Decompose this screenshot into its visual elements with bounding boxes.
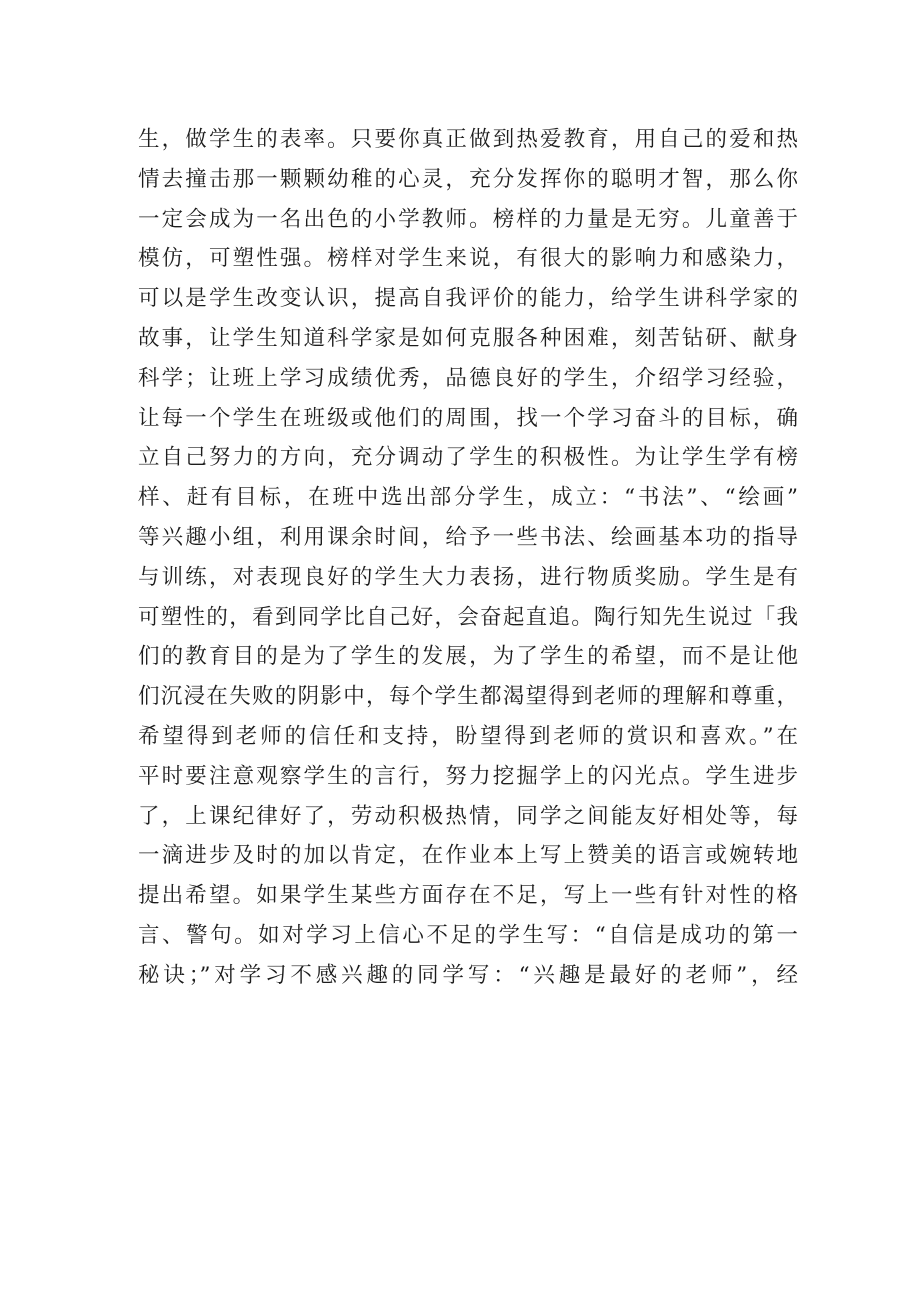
text-line: 秘诀；”对学习不感兴趣的同学写：“兴趣是最好的老师”，经: [138, 962, 798, 988]
text-line: 们的教育目的是为了学生的发展，为了学生的希望，而不是让他: [138, 644, 798, 670]
text-line: 模仿，可塑性强。榜样对学生来说，有很大的影响力和感染力，: [138, 246, 798, 272]
text-line: 生，做学生的表率。只要你真正做到热爱教育，用自己的爱和热: [138, 127, 798, 152]
text-line: 让每一个学生在班级或他们的周围，找一个学习奋斗的目标，确: [138, 405, 798, 431]
body-text: [138, 120, 798, 996]
text-line: 立自己努力的方向，充分调动了学生的积极性。为让学生学有榜: [138, 445, 798, 471]
text-line: 提出希望。如果学生某些方面存在不足，写上一些有针对性的格: [138, 883, 798, 909]
text-line: 可塑性的，看到同学比自己好，会奋起直追。陶行知先生说过「我: [138, 604, 798, 630]
text-line: 科学；让班上学习成绩优秀，品德良好的学生，介绍学习经验，: [138, 365, 798, 391]
text-line: 样、赶有目标，在班中选出部分学生，成立：“书法”、“绘画”: [138, 485, 798, 511]
text-line: 故事，让学生知道科学家是如何克服各种困难，刻苦钻研、献身: [138, 325, 798, 351]
text-line: 与训练，对表现良好的学生大力表扬，进行物质奖励。学生是有: [138, 564, 798, 590]
text-line: 可以是学生改变认识，提高自我评价的能力，给学生讲科学家的: [138, 286, 798, 312]
text-line: 们沉浸在失败的阴影中，每个学生都渴望得到老师的理解和尊重，: [138, 684, 798, 710]
text-line: 一滴进步及时的加以肯定，在作业本上写上赞美的语言或婉转地: [138, 843, 798, 869]
text-line: 情去撞击那一颗颗幼稚的心灵，充分发挥你的聪明才智，那么你: [138, 166, 798, 192]
text-line: 了，上课纪律好了，劳动积极热情，同学之间能友好相处等，每: [138, 803, 798, 829]
text-line: 希望得到老师的信任和支持，盼望得到老师的赏识和喜欢。”在: [138, 723, 798, 749]
text-line: 等兴趣小组，利用课余时间，给予一些书法、绘画基本功的指导: [138, 524, 798, 550]
text-line: 平时要注意观察学生的言行，努力挖掘学上的闪光点。学生进步: [138, 763, 798, 789]
text-line: 言、警句。如对学习上信心不足的学生写：“自信是成功的第一: [138, 922, 798, 948]
text-line: 一定会成为一名出色的小学教师。榜样的力量是无穷。儿童善于: [138, 206, 798, 232]
